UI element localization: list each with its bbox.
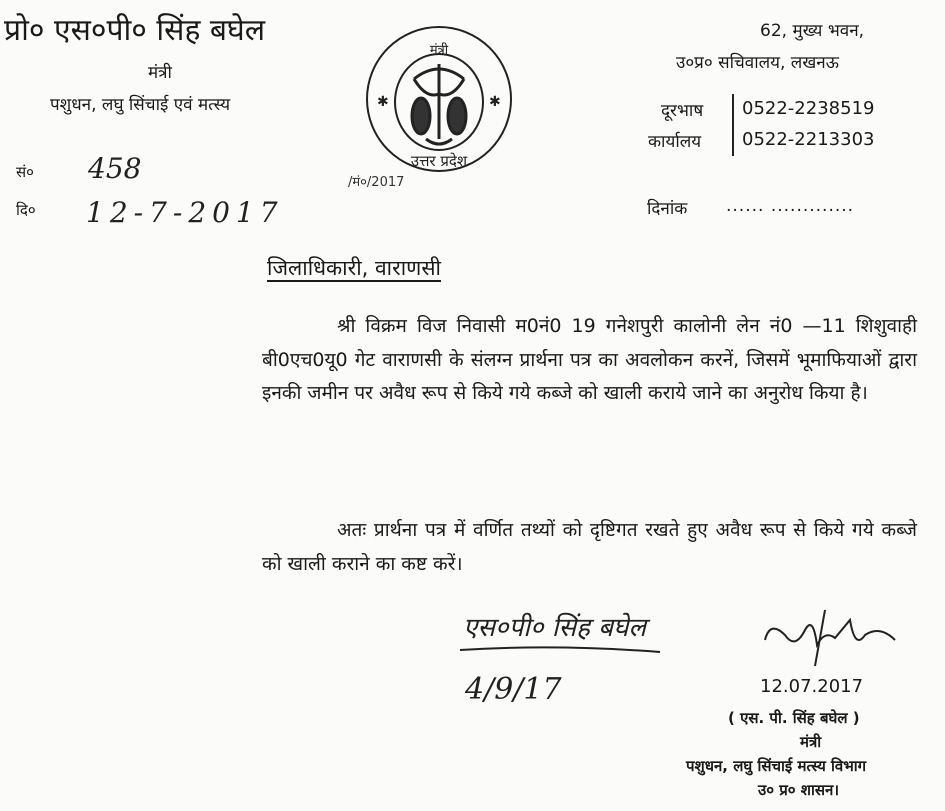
- star-icon: ✱: [377, 94, 389, 110]
- phone-label: दूरभाष: [661, 101, 704, 121]
- signatory-department: पशुधन, लघु सिंचाई मत्स्य विभाग: [686, 757, 867, 775]
- star-icon: ✱: [489, 94, 501, 110]
- office-phone-label: कार्यालय: [648, 132, 702, 152]
- emblem-top-text: मंत्री: [429, 43, 449, 58]
- phone-number: 0522-2238519: [742, 98, 875, 119]
- handwritten-signature: एस०पी० सिंह बघेल: [463, 613, 646, 643]
- reference-date-handwritten: 12-7-2017: [86, 196, 284, 229]
- minister-signature-scribble: [755, 600, 905, 670]
- signatory-name: ( एस. पी. सिंह बघेल ): [728, 709, 860, 727]
- up-government-emblem: [364, 24, 514, 174]
- body-paragraph-2: अतः प्रार्थना पत्र में वर्णित तथ्यों को दृष्टिगत रखते हुए अवैध रूप से किये गये कब्जे को खाली कराने का कष्ट करें।: [262, 519, 917, 575]
- office-phone-number: 0522-2213303: [742, 129, 875, 150]
- address-line-1: 62, मुख्य भवन,: [760, 21, 865, 41]
- reference-number-suffix: /मं०/2017: [348, 175, 405, 190]
- minister-title: मंत्री: [148, 63, 172, 83]
- phone-divider: [732, 94, 734, 156]
- date-label: दिनांक: [647, 199, 688, 219]
- reference-number-handwritten: 458: [88, 152, 142, 185]
- minister-department: पशुधन, लघु सिंचाई एवं मत्स्य: [50, 95, 231, 115]
- signatory-date: 12.07.2017: [760, 676, 864, 697]
- address-line-2: उ०प्र० सचिवालय, लखनऊ: [676, 53, 840, 73]
- signatory-title: मंत्री: [800, 733, 822, 751]
- reference-number-label: सं०: [16, 163, 34, 181]
- minister-name-heading: प्रो० एस०पी० सिंह बघेल: [4, 13, 266, 48]
- signature-underline: [455, 640, 665, 660]
- emblem-fish-bow-icon: [412, 64, 466, 144]
- handwritten-endorsement-date: 4/9/17: [465, 672, 562, 707]
- reference-date-label: दि०: [16, 201, 36, 219]
- body-paragraph-1: श्री विक्रम विज निवासी म0नं0 19 गनेशपुरी कालोनी लेन नं0 —11 शिशुवाही बी0एच0यू0 गेट वाराणसी के संलग्न प्रार्थना पत्र का अवलोकन करनें, जिसमें भूमाफियाओं द्वारा इनकी जमीन पर अवैध रूप से किये गये कब्जे को खाली कराये जाने का अनुरोध किया है।: [262, 315, 917, 404]
- date-blank: ...... .............: [726, 196, 855, 216]
- emblem-bottom-text: उत्तर प्रदेश: [410, 152, 468, 170]
- signatory-government: उ० प्र० शासन।: [758, 781, 840, 799]
- addressee: जिलाधिकारी, वाराणसी: [267, 256, 441, 280]
